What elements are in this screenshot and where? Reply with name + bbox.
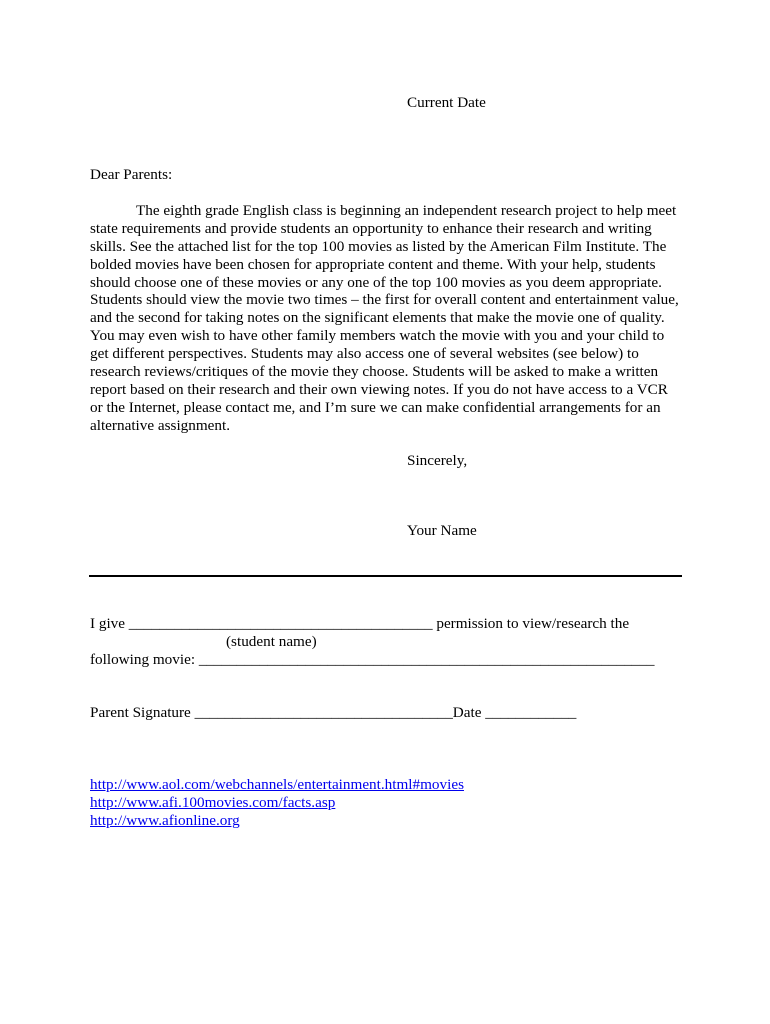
link-afi-100movies[interactable]: http://www.afi.100movies.com/facts.asp bbox=[90, 793, 336, 811]
signature-name: Your Name bbox=[407, 522, 477, 539]
body-line: The eighth grade English class is beginning an independent research project to help meet bbox=[136, 202, 677, 219]
link-afionline[interactable]: http://www.afionline.org bbox=[90, 811, 240, 829]
body-line: research reviews/critiques of the movie they choose. Students will be asked to make a written bbox=[90, 363, 659, 381]
body-line: get different perspectives. Students may also access one of several websites (see below) to bbox=[90, 345, 639, 363]
movie-line: following movie: ____________________________________________________________ bbox=[90, 651, 655, 668]
current-date: Current Date bbox=[407, 94, 486, 111]
permission-line: I give ________________________________________ permission to view/research the bbox=[90, 615, 630, 632]
parent-signature-line: Parent Signature __________________________________Date ____________ bbox=[90, 704, 577, 721]
body-line: Students should view the movie two times – the first for overall content and entertainment value, bbox=[90, 291, 679, 309]
website-links bbox=[90, 776, 464, 830]
body-line: bolded movies have been chosen for appropriate content and theme. With your help, students bbox=[90, 255, 656, 273]
body-line: alternative assignment. bbox=[90, 416, 231, 434]
link-aol-movies[interactable]: http://www.aol.com/webchannels/entertainment.html#movies bbox=[90, 776, 464, 793]
letter-body bbox=[90, 202, 690, 435]
body-line: report based on their research and their own viewing notes. If you do not have access to a VCR bbox=[90, 380, 668, 398]
body-line: skills. See the attached list for the top 100 movies as listed by the American Film Institute. The bbox=[90, 237, 667, 255]
body-line: and the second for taking notes on the significant elements that make the movie one of quality. bbox=[90, 309, 665, 327]
body-line: or the Internet, please contact me, and I’m sure we can make confidential arrangements for an bbox=[90, 398, 661, 416]
salutation: Dear Parents: bbox=[90, 166, 173, 183]
body-line: should choose one of these movies or any one of the top 100 movies as you deem appropriate. bbox=[90, 273, 662, 291]
closing: Sincerely, bbox=[407, 452, 468, 469]
section-divider bbox=[89, 575, 682, 577]
student-name-caption: (student name) bbox=[226, 633, 317, 650]
body-line: state requirements and provide students an opportunity to enhance their research and writing bbox=[90, 219, 652, 237]
body-line: You may even wish to have other family members watch the movie with you and your child to bbox=[90, 327, 665, 345]
